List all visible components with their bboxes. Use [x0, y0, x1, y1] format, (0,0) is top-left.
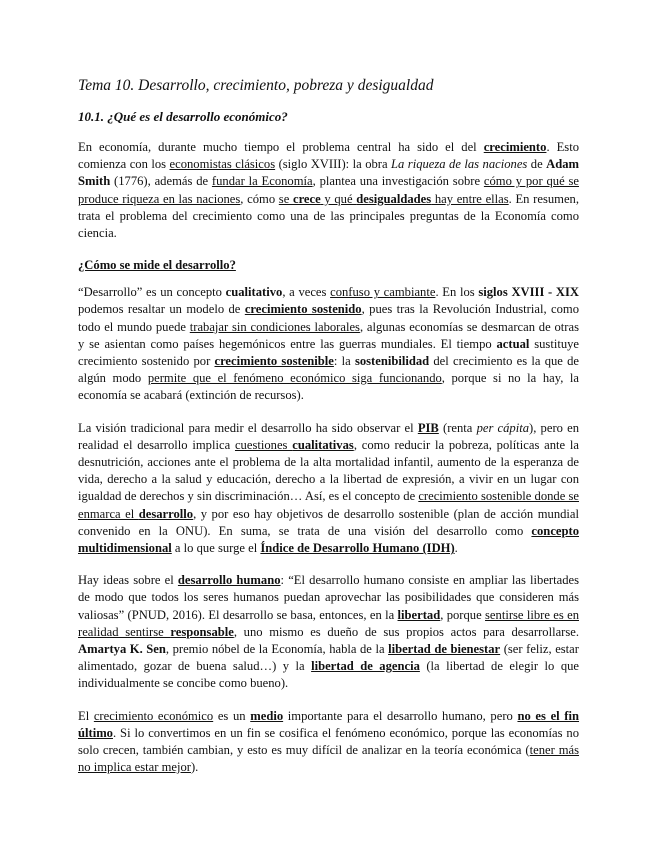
- p4-run-10: libertad de bienestar: [388, 642, 501, 657]
- p4-run-1: desarrollo humano: [177, 573, 281, 588]
- paragraph-3: La visión tradicional para medir el desarrollo ha sido observar el PIB (renta per cápita), pero en realidad el desarrollo implica cuestiones cualitativas, como reducir la pobreza, políticas ante la desnutrición, acciones ante el problema de la alta mortalidad infantil, aumento de la esperanza de vida, derecho a la salud y educación, derecho a la libertad de expresión, a vivir en un lugar con igualdad de derechos y sin discriminación… Así, es el concepto de crecimiento sostenible donde se enmarca el desarrollo, y por eso hay objetivos de desarrollo sostenible (plan de acción mundial convenido en la ONU). En suma, se trata de una visión del desarrollo como concepto multidimensional a lo que surge el Índice de Desarrollo Humano (IDH).: [78, 420, 580, 556]
- p3-run-1: PIB: [417, 420, 439, 435]
- p4-run-6: responsable: [170, 624, 234, 639]
- p3-run-8: crecimiento sostenible donde se enmarca el: [78, 489, 579, 521]
- p3-run-11: concepto multidimensional: [78, 523, 579, 556]
- p1-run-14: crece: [292, 191, 321, 206]
- p2-run-13: crecimiento sostenible: [214, 354, 334, 369]
- subheading: ¿Cómo se mide el desarrollo?: [78, 258, 236, 273]
- section-heading: 10.1. ¿Qué es el desarrollo económico?: [78, 109, 288, 124]
- p2-run-1: cualitativo: [225, 285, 283, 300]
- p1-run-11: cómo y por qué se produce riqueza en las naciones: [78, 174, 579, 206]
- p2-run-11: actual: [496, 336, 530, 351]
- p1-run-7: Adam Smith: [78, 157, 580, 189]
- p1-run-17: hay entre ellas: [431, 191, 509, 206]
- p1-run-15: y qué: [320, 191, 357, 206]
- p1-run-5: La riqueza de las naciones: [391, 157, 528, 172]
- p5-run-7: tener más no implica estar mejor: [78, 743, 580, 775]
- p3-run-3: per cápita: [476, 420, 530, 435]
- p5-run-3: medio: [250, 708, 284, 723]
- paragraph-2: “Desarrollo” es un concepto cualitativo, a veces confuso y cambiante. En los siglos XVIII - XIX podemos resaltar un modelo de crecimiento sostenido, pues tras la Revolución Industrial, como todo el mundo puede trabajar sin condiciones laborales, algunas economías se desmarcan de otras y se asientan como países hegemónicos entre las guerras mundiales. El tiempo actual sustituye crecimiento sostenido por crecimiento sostenible: la sostenibilidad del crecimiento es la que de algún modo permite que el fenómeno económico siga funcionando, porque si no la hay, la economía se acabará (extinción de recursos).: [78, 285, 580, 403]
- p2-run-3: confuso y cambiante: [330, 285, 436, 300]
- p4-run-5: sentirse libre es en realidad sentirse: [78, 607, 579, 639]
- document-page: [78, 76, 579, 792]
- p2-run-5: siglos XVIII - XIX: [478, 285, 580, 300]
- p1-run-13: se: [278, 191, 293, 206]
- p2-run-9: trabajar sin condiciones laborales: [189, 319, 360, 334]
- page-title: Tema 10. Desarrollo, crecimiento, pobreza y desigualdad: [78, 77, 434, 94]
- p1-run-1: crecimiento: [483, 140, 547, 154]
- p4-run-3: libertad: [397, 607, 441, 622]
- p1-run-16: desigualdades: [356, 191, 432, 206]
- paragraph-5: El crecimiento económico es un medio importante para el desarrollo humano, pero no es el fin último. Si lo convertimos en un fin se cosifica el fenómeno económico, porque las economías no solo crecen, también cambian, y esto es muy difícil de analizar en la teoría económica (tener más no implica estar mejor).: [78, 708, 580, 775]
- paragraph-4: Hay ideas sobre el desarrollo humano: “El desarrollo humano consiste en ampliar las libertades de modo que todos los seres humanos puedan aprovechar las posibilidades que consideren más valiosas” (PNUD, 2016). El desarrollo se basa, entonces, en la libertad, porque sentirse libre es en realidad sentirse responsable, uno mismo es dueño de sus propios actos para desarrollarse. Amartya K. Sen, premio nóbel de la Economía, habla de la libertad de bienestar (ser feliz, estar alimentado, gozar de buena salud…) y la libertad de agencia (la libertad de elegir lo que individualmente se concibe como bueno).: [78, 573, 580, 691]
- p3-run-13: Índice de Desarrollo Humano (IDH): [260, 541, 455, 556]
- p1-run-3: economistas clásicos: [169, 157, 276, 172]
- p4-run-12: libertad de agencia: [311, 659, 420, 674]
- p2-run-17: permite que el fenómeno económico siga funcionando: [147, 371, 442, 386]
- p3-run-9: desarrollo: [138, 506, 194, 521]
- p1-run-9: fundar la Economía: [211, 174, 313, 189]
- paragraph-1: En economía, durante mucho tiempo el problema central ha sido el del crecimiento. Esto comienza con los economistas clásicos (siglo XVIII): la obra La riqueza de las naciones de Adam Smith (1776), además de fundar la Economía, plantea una investigación sobre cómo y por qué se produce riqueza en las naciones, cómo se crece y qué desigualdades hay entre ellas. En resumen, trata el problema del crecimiento como una de las principales preguntas de la Economía como ciencia.: [78, 140, 580, 241]
- p2-run-15: sostenibilidad: [354, 354, 430, 369]
- p4-run-8: Amartya K. Sen: [78, 642, 166, 657]
- p2-run-7: crecimiento sostenido: [244, 302, 362, 317]
- p3-run-6: cualitativas: [292, 437, 354, 452]
- p5-run-1: crecimiento económico: [93, 708, 214, 723]
- p3-run-5: cuestiones: [234, 437, 293, 452]
- p5-run-5: no es el fin último: [78, 708, 580, 740]
